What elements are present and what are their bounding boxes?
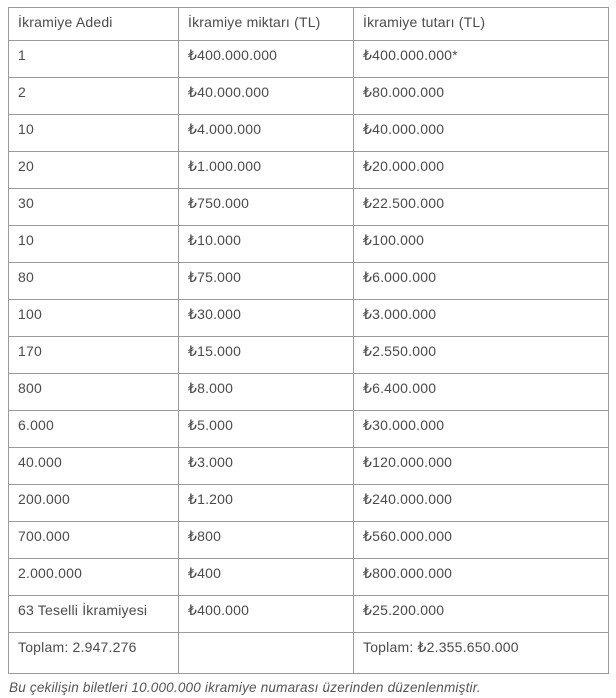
- prize-table: [8, 7, 609, 674]
- table-cell: 200.000: [9, 485, 179, 522]
- table-cell: ₺1.200: [179, 485, 354, 522]
- table-cell: ₺15.000: [179, 337, 354, 374]
- table-cell: 6.000: [9, 411, 179, 448]
- table-cell: ₺4.000.000: [179, 115, 354, 152]
- table-row: [9, 559, 609, 596]
- table-cell: ₺400.000.000: [179, 41, 354, 78]
- table-cell: 40.000: [9, 448, 179, 485]
- table-cell: 2.000.000: [9, 559, 179, 596]
- table-cell: ₺40.000.000: [354, 115, 609, 152]
- column-header: İkramiye tutarı (TL): [354, 8, 609, 41]
- table-row: [9, 522, 609, 559]
- table-row: [9, 596, 609, 633]
- table-cell: ₺240.000.000: [354, 485, 609, 522]
- table-cell: ₺40.000.000: [179, 78, 354, 115]
- table-cell: ₺1.000.000: [179, 152, 354, 189]
- table-cell: [179, 633, 354, 674]
- table-cell: ₺400.000: [179, 596, 354, 633]
- table-cell: ₺400: [179, 559, 354, 596]
- table-row: [9, 189, 609, 226]
- table-cell: ₺100.000: [354, 226, 609, 263]
- table-cell: 20: [9, 152, 179, 189]
- table-row: [9, 78, 609, 115]
- column-header: İkramiye Adedi: [9, 8, 179, 41]
- table-row: [9, 300, 609, 337]
- table-row: [9, 448, 609, 485]
- table-row: [9, 152, 609, 189]
- table-cell: ₺10.000: [179, 226, 354, 263]
- table-cell: Toplam: ₺2.355.650.000: [354, 633, 609, 674]
- table-cell: ₺6.400.000: [354, 374, 609, 411]
- table-cell: ₺120.000.000: [354, 448, 609, 485]
- table-cell: ₺3.000.000: [354, 300, 609, 337]
- table-cell: ₺22.500.000: [354, 189, 609, 226]
- table-cell: 170: [9, 337, 179, 374]
- table-cell: ₺400.000.000*: [354, 41, 609, 78]
- table-cell: ₺800.000.000: [354, 559, 609, 596]
- table-cell: 80: [9, 263, 179, 300]
- table-cell: ₺750.000: [179, 189, 354, 226]
- table-cell: ₺30.000: [179, 300, 354, 337]
- table-cell: ₺8.000: [179, 374, 354, 411]
- column-header: İkramiye miktarı (TL): [179, 8, 354, 41]
- table-cell: 10: [9, 115, 179, 152]
- table-cell: ₺6.000.000: [354, 263, 609, 300]
- footnote: Bu çekilişin biletleri 10.000.000 ikramiye numarası üzerinden düzenlenmiştir.: [9, 680, 481, 695]
- table-cell: ₺30.000.000: [354, 411, 609, 448]
- table-cell: 2: [9, 78, 179, 115]
- table-row: [9, 374, 609, 411]
- table-cell: ₺5.000: [179, 411, 354, 448]
- table-cell: 800: [9, 374, 179, 411]
- table-cell: 63 Teselli İkramiyesi: [9, 596, 179, 633]
- table-cell: 100: [9, 300, 179, 337]
- table-row: [9, 41, 609, 78]
- table-cell: ₺20.000.000: [354, 152, 609, 189]
- table-row: [9, 263, 609, 300]
- table-body: [9, 41, 609, 674]
- table-row: [9, 485, 609, 522]
- header-row: [9, 8, 609, 41]
- table-row: [9, 226, 609, 263]
- table-cell: ₺800: [179, 522, 354, 559]
- table-cell: ₺560.000.000: [354, 522, 609, 559]
- table-cell: ₺3.000: [179, 448, 354, 485]
- table-cell: ₺80.000.000: [354, 78, 609, 115]
- table-cell: 30: [9, 189, 179, 226]
- table-row: [9, 115, 609, 152]
- table-cell: ₺25.200.000: [354, 596, 609, 633]
- table-cell: ₺2.550.000: [354, 337, 609, 374]
- table-cell: ₺75.000: [179, 263, 354, 300]
- table-cell: Toplam: 2.947.276: [9, 633, 179, 674]
- table-cell: 1: [9, 41, 179, 78]
- table-cell: 700.000: [9, 522, 179, 559]
- table-row: [9, 337, 609, 374]
- table-row: [9, 411, 609, 448]
- table-cell: 10: [9, 226, 179, 263]
- total-row: [9, 633, 609, 674]
